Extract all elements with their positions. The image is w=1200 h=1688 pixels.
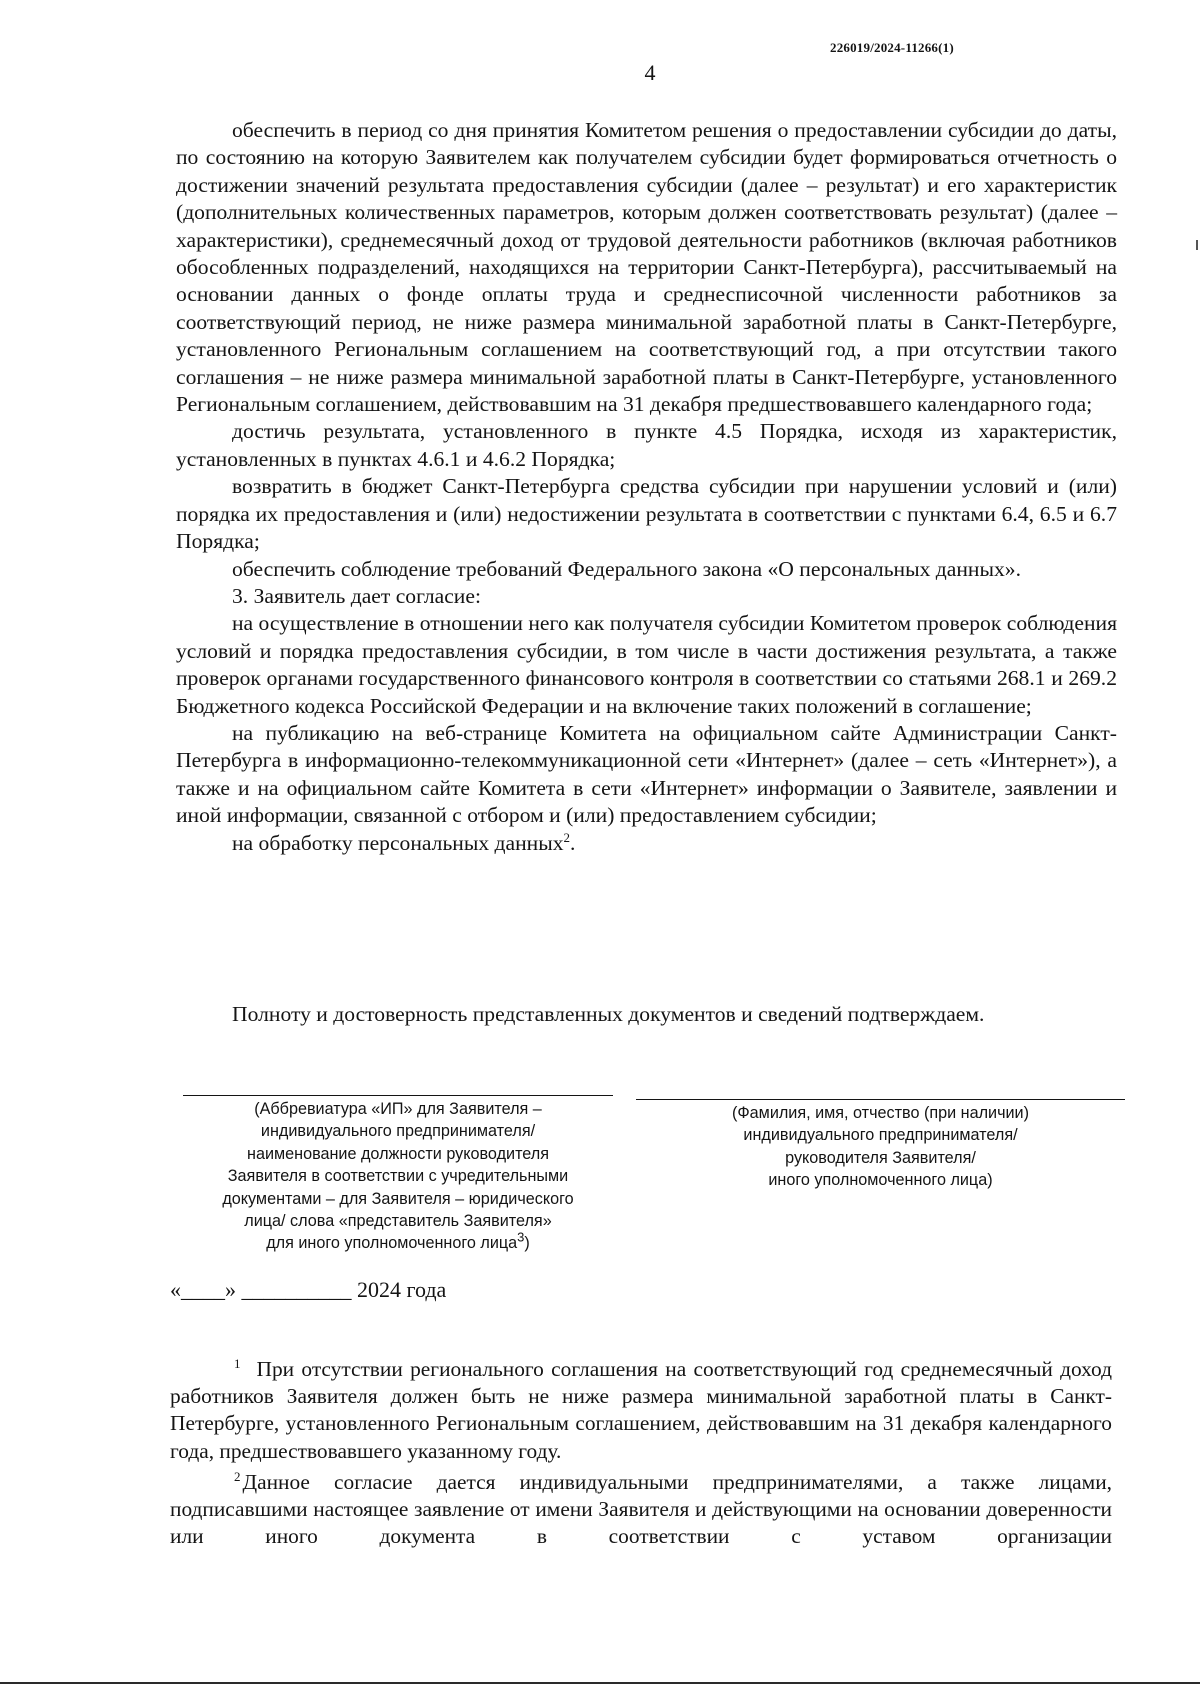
caption-line: иного уполномоченного лица)	[768, 1171, 993, 1190]
consent-paragraph-processing	[176, 830, 1117, 857]
caption-text: для иного уполномоченного лица	[266, 1234, 518, 1253]
signature-line-name	[636, 1099, 1125, 1100]
caption-line: (Фамилия, имя, отчество (при наличии)	[731, 1104, 1029, 1122]
footnotes	[170, 1356, 1112, 1554]
footnote-ref-3: 3	[517, 1230, 525, 1246]
date-month-blank: __________	[241, 1277, 352, 1302]
obligation-paragraph-result: достичь результата, установленного в пункте 4.5 Порядка, исходя из характеристик, установленных в пунктах 4.6.1 и 4.6.2 Порядка;	[176, 419, 1117, 471]
caption-line: индивидуального предпринимателя/	[743, 1126, 1018, 1145]
scan-artifact	[1196, 240, 1198, 250]
footnote-ref-2: 2	[563, 829, 571, 845]
confirmation-statement: Полноту и достоверность представленных документов и сведений подтверждаем.	[232, 1002, 985, 1026]
page-bottom-edge	[0, 1682, 1200, 1684]
caption-close: )	[524, 1234, 530, 1253]
footnote-mark: 1	[234, 1355, 241, 1371]
consent-heading: 3. Заявитель дает согласие:	[232, 583, 481, 608]
footnote-2	[170, 1469, 1112, 1551]
footnote-text: При отсутствии регионального соглашения на соответствующий год среднемесячный доход работников Заявителя должен быть не ниже размера минимальной заработной платы в Санкт-Петербурге, установленного Региональным соглашением, действовавшим на 31 декабря календарного года, предшествовавшего указанному году.	[170, 1357, 1112, 1463]
caption-line-last	[183, 1232, 613, 1254]
document-body	[176, 117, 1117, 857]
caption-line: Заявителя в соответствии с учредительными	[227, 1167, 569, 1186]
date-year: 2024 года	[357, 1277, 447, 1302]
signature-caption-position	[183, 1098, 613, 1255]
obligation-paragraph-income: обеспечить в период со дня принятия Комитетом решения о предоставлении субсидии до даты, по состоянию на которую Заявителем как получателем субсидии будет формироваться отчетность о достижении значений результата предоставления субсидии (далее – результат) и его характеристик (дополнительных количественных параметров, которым должен соответствовать результат) (далее – характеристики), среднемесячный доход от трудовой деятельности работников (включая работников обособленных подразделений, находящихся на территории Санкт-Петербурга), рассчитываемый на основании данных о фонде оплаты труда и среднесписочной численности работников за соответствующий период, не ниже размера минимальной заработной платы в Санкт-Петербурге, установленного Региональным соглашением на соответствующий год, а при отсутствии такого соглашения – не ниже размера минимальной заработной платы в Санкт-Петербурге, установленного Региональным соглашением, действовавшим на 31 декабря предшествовавшего календарного года;	[176, 118, 1117, 417]
consent-paragraph-inspections: на осуществление в отношении него как получателя субсидии Комитетом проверок соблюдения условий и порядка предоставления субсидии, в том числе в части достижения результата, а также проверок органами государственного финансового контроля в соответствии со статьями 268.1 и 269.2 Бюджетного кодекса Российской Федерации и на включение таких положений в соглашение;	[176, 611, 1117, 718]
caption-line: руководителя Заявителя/	[785, 1148, 976, 1167]
date-open-quote: «	[170, 1277, 181, 1302]
consent-paragraph-publication: на публикацию на веб-странице Комитета на официальном сайте Администрации Санкт-Петербурга в информационно-телекоммуникационной сети «Интернет» (далее – сеть «Интернет»), а также и на официальном сайте Комитета в сети «Интернет» информации о Заявителе, заявлении и иной информации, связанной с отбором и (или) предоставлением субсидии;	[176, 720, 1117, 828]
date-day-blank: ____	[181, 1277, 225, 1302]
caption-line: наименование должности руководителя	[247, 1144, 549, 1163]
footnote-text: Данное согласие дается индивидуальными предпринимателями, а также лицами, подписавшими настоящее заявление от имени Заявителя и действующими на основании доверенности или иного документа в соответствии с уставом организации	[170, 1469, 1112, 1549]
footnote-mark: 2	[234, 1468, 241, 1484]
caption-line: документами – для Заявителя – юридического	[222, 1189, 574, 1208]
obligation-paragraph-personal-data: обеспечить соблюдение требований Федерального закона «О персональных данных».	[232, 556, 1021, 581]
date-close-quote: »	[225, 1277, 236, 1302]
signature-caption-name	[636, 1102, 1125, 1192]
caption-line: индивидуального предпринимателя/	[260, 1122, 536, 1141]
caption-line: (Аббревиатура «ИП» для Заявителя –	[254, 1100, 542, 1118]
date-field	[170, 1277, 446, 1303]
obligation-paragraph-refund: возвратить в бюджет Санкт-Петербурга средства субсидии при нарушении условий и (или) порядка их предоставления и (или) недостижении результата в соответствии с пунктами 6.4, 6.5 и 6.7 Порядка;	[176, 474, 1117, 554]
consent-processing-end: .	[570, 830, 576, 855]
footnote-1	[170, 1356, 1112, 1465]
page-number: 4	[644, 60, 656, 85]
signature-line-position	[183, 1095, 613, 1096]
consent-processing-text: на обработку персональных данных	[232, 830, 564, 855]
caption-line: лица/ слова «представитель Заявителя»	[244, 1212, 552, 1231]
document-registration-number: 226019/2024-11266(1)	[830, 40, 954, 55]
